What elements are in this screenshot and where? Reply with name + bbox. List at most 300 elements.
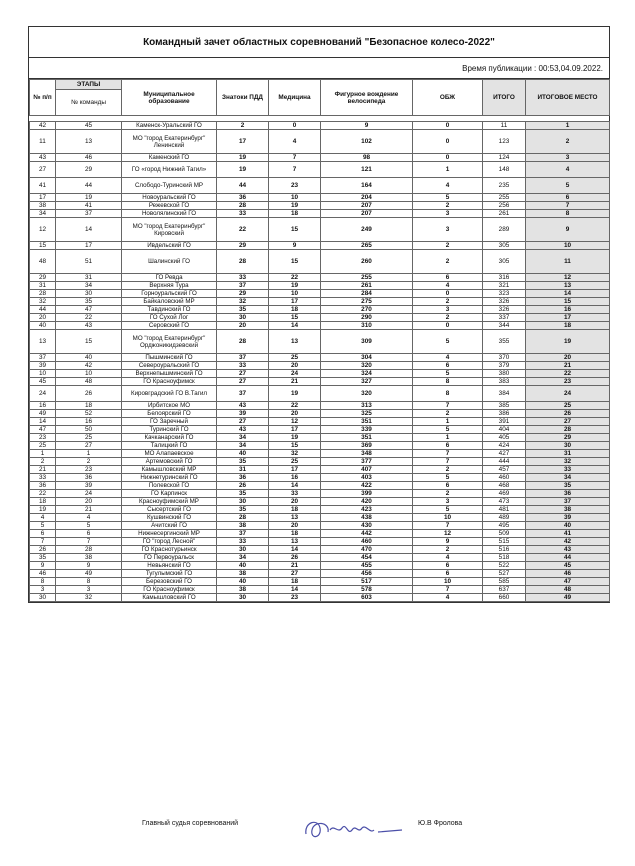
municipality: Тугулымский ГО <box>122 570 217 578</box>
pdd-score: 35 <box>217 490 269 498</box>
row-number: 41 <box>30 178 56 194</box>
total-score: 326 <box>483 298 526 306</box>
team-number: 13 <box>56 130 122 154</box>
obzh-score: 7 <box>413 522 483 530</box>
total-score: 344 <box>483 322 526 330</box>
pdd-score: 35 <box>217 458 269 466</box>
total-score: 380 <box>483 370 526 378</box>
pdd-score: 37 <box>217 530 269 538</box>
municipality: Туринский ГО <box>122 426 217 434</box>
municipality: ГО Заречный <box>122 418 217 426</box>
team-number: 30 <box>56 290 122 298</box>
final-place: 28 <box>526 426 610 434</box>
medicine-score: 17 <box>269 426 321 434</box>
figure-score: 442 <box>321 530 413 538</box>
signature-scribble <box>300 812 410 844</box>
table-row <box>30 322 610 330</box>
obzh-score: 3 <box>413 218 483 242</box>
figure-score: 470 <box>321 546 413 554</box>
table-row <box>30 370 610 378</box>
figure-score: 261 <box>321 282 413 290</box>
figure-score: 204 <box>321 194 413 202</box>
medicine-score: 7 <box>269 154 321 162</box>
total-score: 355 <box>483 330 526 354</box>
header-medicine: Медицина <box>269 80 321 116</box>
header-obzh: ОБЖ <box>413 80 483 116</box>
total-score: 305 <box>483 242 526 250</box>
municipality: Талицкий ГО <box>122 442 217 450</box>
figure-score: 304 <box>321 354 413 362</box>
table-row <box>30 242 610 250</box>
row-number: 23 <box>30 434 56 442</box>
team-number: 46 <box>56 154 122 162</box>
pdd-score: 29 <box>217 290 269 298</box>
pdd-score: 19 <box>217 162 269 178</box>
obzh-score: 3 <box>413 306 483 314</box>
obzh-score: 4 <box>413 282 483 290</box>
final-place: 40 <box>526 522 610 530</box>
total-score: 321 <box>483 282 526 290</box>
final-place: 8 <box>526 210 610 218</box>
team-number: 49 <box>56 570 122 578</box>
medicine-score: 19 <box>269 434 321 442</box>
medicine-score: 9 <box>269 242 321 250</box>
row-number: 40 <box>30 322 56 330</box>
figure-score: 456 <box>321 570 413 578</box>
figure-score: 320 <box>321 386 413 402</box>
municipality: Артемовский ГО <box>122 458 217 466</box>
medicine-score: 20 <box>269 410 321 418</box>
medicine-score: 17 <box>269 466 321 474</box>
pdd-score: 26 <box>217 482 269 490</box>
table-row <box>30 450 610 458</box>
team-number: 18 <box>56 402 122 410</box>
pdd-score: 28 <box>217 330 269 354</box>
total-score: 326 <box>483 306 526 314</box>
obzh-score: 6 <box>413 274 483 282</box>
final-place: 38 <box>526 506 610 514</box>
obzh-score: 5 <box>413 194 483 202</box>
obzh-score: 9 <box>413 538 483 546</box>
table-row <box>30 362 610 370</box>
total-score: 457 <box>483 466 526 474</box>
header-total: ИТОГО <box>483 80 526 116</box>
figure-score: 164 <box>321 178 413 194</box>
row-number: 43 <box>30 154 56 162</box>
medicine-score: 33 <box>269 490 321 498</box>
figure-score: 377 <box>321 458 413 466</box>
total-score: 305 <box>483 250 526 274</box>
header-figure: Фигурное вождение велосипеда <box>321 80 413 116</box>
team-number: 14 <box>56 218 122 242</box>
table-row <box>30 490 610 498</box>
municipality: Кушвинский ГО <box>122 514 217 522</box>
team-number: 22 <box>56 314 122 322</box>
pdd-score: 36 <box>217 194 269 202</box>
obzh-score: 12 <box>413 530 483 538</box>
figure-score: 255 <box>321 274 413 282</box>
row-number: 45 <box>30 378 56 386</box>
final-place: 42 <box>526 538 610 546</box>
total-score: 473 <box>483 498 526 506</box>
table-row <box>30 130 610 154</box>
row-number: 46 <box>30 570 56 578</box>
team-number: 26 <box>56 386 122 402</box>
figure-score: 313 <box>321 402 413 410</box>
obzh-score: 4 <box>413 354 483 362</box>
total-score: 444 <box>483 458 526 466</box>
medicine-score: 15 <box>269 442 321 450</box>
figure-score: 207 <box>321 202 413 210</box>
total-score: 404 <box>483 426 526 434</box>
total-score: 585 <box>483 578 526 586</box>
table-row <box>30 218 610 242</box>
municipality: Верхнепышминский ГО <box>122 370 217 378</box>
results-rows <box>30 122 610 602</box>
team-number: 1 <box>56 450 122 458</box>
municipality: Новолялинский ГО <box>122 210 217 218</box>
final-place: 44 <box>526 554 610 562</box>
total-score: 323 <box>483 290 526 298</box>
pdd-score: 32 <box>217 298 269 306</box>
pdd-score: 33 <box>217 210 269 218</box>
obzh-score: 7 <box>413 586 483 594</box>
figure-score: 438 <box>321 514 413 522</box>
pdd-score: 28 <box>217 514 269 522</box>
medicine-score: 23 <box>269 178 321 194</box>
pdd-score: 38 <box>217 586 269 594</box>
figure-score: 284 <box>321 290 413 298</box>
obzh-score: 2 <box>413 490 483 498</box>
table-row <box>30 530 610 538</box>
team-number: 3 <box>56 586 122 594</box>
row-number: 39 <box>30 362 56 370</box>
table-row <box>30 386 610 402</box>
header-stages: ЭТАПЫ <box>56 80 122 90</box>
obzh-score: 7 <box>413 402 483 410</box>
final-place: 30 <box>526 442 610 450</box>
final-place: 14 <box>526 290 610 298</box>
municipality: МО "город Екатеринбург" Орджоникидзевский <box>122 330 217 354</box>
row-number: 7 <box>30 538 56 546</box>
obzh-score: 4 <box>413 554 483 562</box>
table-row <box>30 514 610 522</box>
row-number: 14 <box>30 418 56 426</box>
obzh-score: 6 <box>413 482 483 490</box>
final-place: 21 <box>526 362 610 370</box>
municipality: Байкаловский МР <box>122 298 217 306</box>
final-place: 46 <box>526 570 610 578</box>
medicine-score: 25 <box>269 458 321 466</box>
judge-name: Ю.В Фролова <box>418 820 463 827</box>
row-number: 34 <box>30 210 56 218</box>
municipality: Сысертский ГО <box>122 506 217 514</box>
team-number: 40 <box>56 354 122 362</box>
table-row <box>30 282 610 290</box>
table-row <box>30 506 610 514</box>
figure-score: 517 <box>321 578 413 586</box>
row-number: 21 <box>30 466 56 474</box>
final-place: 31 <box>526 450 610 458</box>
table-row <box>30 194 610 202</box>
municipality: Качканарский ГО <box>122 434 217 442</box>
header-no: № п/п <box>30 80 56 116</box>
results-table <box>29 79 610 602</box>
obzh-score: 8 <box>413 386 483 402</box>
municipality: ГО Карпинск <box>122 490 217 498</box>
final-place: 32 <box>526 458 610 466</box>
medicine-score: 15 <box>269 218 321 242</box>
figure-score: 270 <box>321 306 413 314</box>
header-team-no: № команды <box>56 90 122 116</box>
figure-score: 121 <box>321 162 413 178</box>
final-place: 33 <box>526 466 610 474</box>
total-score: 522 <box>483 562 526 570</box>
obzh-score: 5 <box>413 474 483 482</box>
team-number: 50 <box>56 426 122 434</box>
team-number: 5 <box>56 522 122 530</box>
obzh-score: 5 <box>413 506 483 514</box>
pdd-score: 40 <box>217 578 269 586</box>
medicine-score: 14 <box>269 482 321 490</box>
total-score: 518 <box>483 554 526 562</box>
obzh-score: 4 <box>413 178 483 194</box>
table-row <box>30 434 610 442</box>
medicine-score: 15 <box>269 250 321 274</box>
obzh-score: 5 <box>413 426 483 434</box>
row-number: 16 <box>30 402 56 410</box>
municipality: Камышловский МР <box>122 466 217 474</box>
total-score: 256 <box>483 202 526 210</box>
final-place: 12 <box>526 274 610 282</box>
pdd-score: 36 <box>217 474 269 482</box>
final-place: 29 <box>526 434 610 442</box>
figure-score: 422 <box>321 482 413 490</box>
final-place: 6 <box>526 194 610 202</box>
total-score: 637 <box>483 586 526 594</box>
team-number: 41 <box>56 202 122 210</box>
table-row <box>30 578 610 586</box>
table-row <box>30 154 610 162</box>
figure-score: 102 <box>321 130 413 154</box>
figure-score: 369 <box>321 442 413 450</box>
pdd-score: 30 <box>217 314 269 322</box>
obzh-score: 2 <box>413 546 483 554</box>
total-score: 255 <box>483 194 526 202</box>
row-number: 44 <box>30 306 56 314</box>
medicine-score: 17 <box>269 298 321 306</box>
row-number: 2 <box>30 458 56 466</box>
table-row <box>30 570 610 578</box>
final-place: 36 <box>526 490 610 498</box>
medicine-score: 27 <box>269 570 321 578</box>
team-number: 39 <box>56 482 122 490</box>
municipality: МО "город Екатеринбург" Кировский <box>122 218 217 242</box>
row-number: 30 <box>30 594 56 602</box>
obzh-score: 4 <box>413 594 483 602</box>
table-row <box>30 498 610 506</box>
figure-score: 399 <box>321 490 413 498</box>
final-place: 1 <box>526 122 610 130</box>
municipality: Невьянский ГО <box>122 562 217 570</box>
figure-score: 460 <box>321 538 413 546</box>
figure-score: 249 <box>321 218 413 242</box>
row-number: 22 <box>30 490 56 498</box>
pdd-score: 31 <box>217 466 269 474</box>
table-row <box>30 562 610 570</box>
table-row <box>30 122 610 130</box>
pdd-score: 30 <box>217 594 269 602</box>
total-score: 386 <box>483 410 526 418</box>
figure-score: 339 <box>321 426 413 434</box>
row-number: 37 <box>30 354 56 362</box>
team-number: 15 <box>56 330 122 354</box>
table-row <box>30 250 610 274</box>
team-number: 25 <box>56 434 122 442</box>
medicine-score: 19 <box>269 202 321 210</box>
obzh-score: 6 <box>413 442 483 450</box>
figure-score: 309 <box>321 330 413 354</box>
row-number: 48 <box>30 250 56 274</box>
medicine-score: 25 <box>269 354 321 362</box>
pdd-score: 34 <box>217 434 269 442</box>
table-row <box>30 482 610 490</box>
team-number: 47 <box>56 306 122 314</box>
team-number: 2 <box>56 458 122 466</box>
medicine-score: 20 <box>269 522 321 530</box>
row-number: 4 <box>30 514 56 522</box>
total-score: 660 <box>483 594 526 602</box>
pdd-score: 2 <box>217 122 269 130</box>
figure-score: 290 <box>321 314 413 322</box>
obzh-score: 5 <box>413 370 483 378</box>
team-number: 21 <box>56 506 122 514</box>
team-number: 52 <box>56 410 122 418</box>
final-place: 39 <box>526 514 610 522</box>
team-number: 4 <box>56 514 122 522</box>
municipality: ГО "город Лесной" <box>122 538 217 546</box>
final-place: 49 <box>526 594 610 602</box>
obzh-score: 10 <box>413 514 483 522</box>
table-row <box>30 442 610 450</box>
figure-score: 351 <box>321 434 413 442</box>
obzh-score: 6 <box>413 562 483 570</box>
total-score: 405 <box>483 434 526 442</box>
pdd-score: 27 <box>217 418 269 426</box>
team-number: 36 <box>56 474 122 482</box>
municipality: Березовский ГО <box>122 578 217 586</box>
final-place: 41 <box>526 530 610 538</box>
table-row <box>30 178 610 194</box>
table-row <box>30 586 610 594</box>
row-number: 49 <box>30 410 56 418</box>
figure-score: 578 <box>321 586 413 594</box>
figure-score: 420 <box>321 498 413 506</box>
final-place: 45 <box>526 562 610 570</box>
table-row <box>30 410 610 418</box>
team-number: 43 <box>56 322 122 330</box>
total-score: 337 <box>483 314 526 322</box>
team-number: 45 <box>56 122 122 130</box>
row-number: 47 <box>30 426 56 434</box>
total-score: 148 <box>483 162 526 178</box>
table-row <box>30 298 610 306</box>
obzh-score: 7 <box>413 458 483 466</box>
municipality: Каменский ГО <box>122 154 217 162</box>
figure-score: 310 <box>321 322 413 330</box>
medicine-score: 7 <box>269 162 321 178</box>
municipality: Ивдельский ГО <box>122 242 217 250</box>
row-number: 15 <box>30 242 56 250</box>
total-score: 424 <box>483 442 526 450</box>
table-row <box>30 330 610 354</box>
table-row <box>30 314 610 322</box>
total-score: 515 <box>483 538 526 546</box>
row-number: 10 <box>30 370 56 378</box>
pdd-score: 37 <box>217 386 269 402</box>
pdd-score: 29 <box>217 242 269 250</box>
medicine-score: 19 <box>269 386 321 402</box>
team-number: 48 <box>56 378 122 386</box>
table-row <box>30 418 610 426</box>
medicine-score: 22 <box>269 274 321 282</box>
medicine-score: 24 <box>269 370 321 378</box>
total-score: 379 <box>483 362 526 370</box>
medicine-score: 18 <box>269 506 321 514</box>
total-score: 489 <box>483 514 526 522</box>
header-place: ИТОГОВОЕ МЕСТО <box>526 80 610 116</box>
final-place: 15 <box>526 298 610 306</box>
pdd-score: 40 <box>217 450 269 458</box>
final-place: 48 <box>526 586 610 594</box>
municipality: МО Алапаевское <box>122 450 217 458</box>
team-number: 6 <box>56 530 122 538</box>
obzh-score: 5 <box>413 330 483 354</box>
obzh-score: 0 <box>413 154 483 162</box>
row-number: 20 <box>30 314 56 322</box>
figure-score: 9 <box>321 122 413 130</box>
municipality: Новоуральский ГО <box>122 194 217 202</box>
obzh-score: 2 <box>413 298 483 306</box>
final-place: 47 <box>526 578 610 586</box>
obzh-score: 0 <box>413 122 483 130</box>
total-score: 481 <box>483 506 526 514</box>
total-score: 427 <box>483 450 526 458</box>
obzh-score: 6 <box>413 570 483 578</box>
municipality: ГО Ревда <box>122 274 217 282</box>
figure-score: 430 <box>321 522 413 530</box>
team-number: 31 <box>56 274 122 282</box>
row-number: 17 <box>30 194 56 202</box>
obzh-score: 2 <box>413 202 483 210</box>
pdd-score: 19 <box>217 154 269 162</box>
municipality: Кировградский ГО В.Тагил <box>122 386 217 402</box>
obzh-score: 2 <box>413 410 483 418</box>
pdd-score: 17 <box>217 130 269 154</box>
team-number: 42 <box>56 362 122 370</box>
figure-score: 207 <box>321 210 413 218</box>
table-row <box>30 554 610 562</box>
total-score: 468 <box>483 482 526 490</box>
pdd-score: 44 <box>217 178 269 194</box>
obzh-score: 1 <box>413 434 483 442</box>
pdd-score: 27 <box>217 370 269 378</box>
total-score: 124 <box>483 154 526 162</box>
row-number: 25 <box>30 442 56 450</box>
table-row <box>30 162 610 178</box>
row-number: 18 <box>30 498 56 506</box>
obzh-score: 1 <box>413 162 483 178</box>
